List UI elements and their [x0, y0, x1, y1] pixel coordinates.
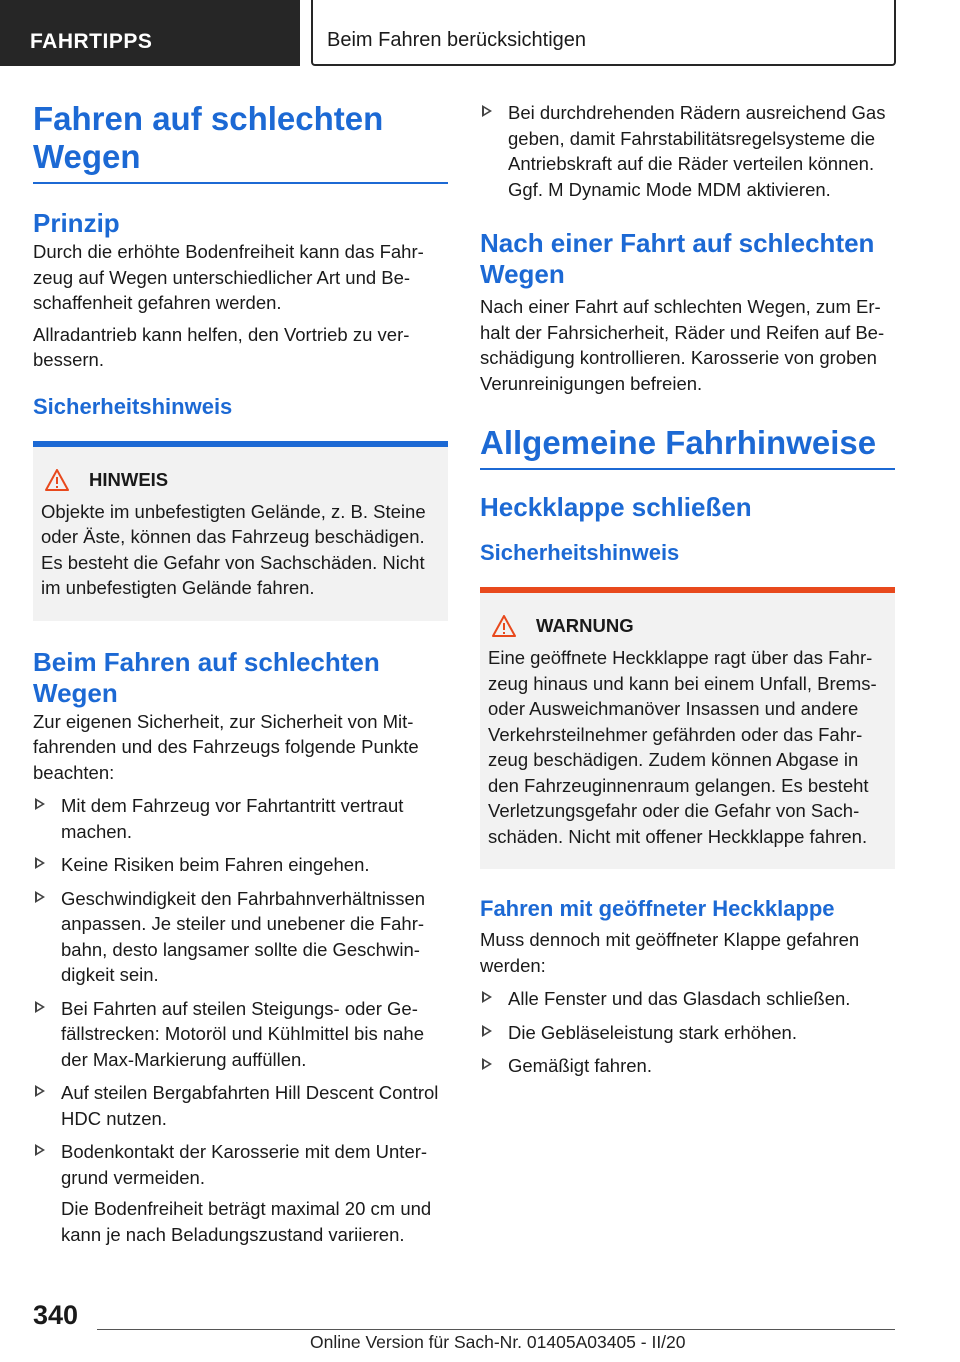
tailgate-heading: Heckklappe schließen: [480, 492, 752, 522]
warnung-notice: [480, 587, 895, 869]
bad-roads-list: [33, 793, 448, 1247]
page-number: 340: [33, 1300, 79, 1330]
footer-divider: [97, 1329, 895, 1330]
bullet-triangle-icon: [35, 857, 45, 869]
section-heading: Fahren auf schlechten Wegen: [33, 100, 448, 184]
hinweis-notice: [33, 441, 448, 621]
section-heading-2: Allgemeine Fahrhinweise: [480, 424, 895, 470]
warning-label: WARNUNG: [536, 615, 634, 636]
page-header: [0, 0, 960, 66]
bad-roads-heading: Beim Fahren auf schlechten Wegen: [33, 646, 380, 708]
list-item: Alle Fenster und das Glasdach schließen.: [480, 986, 895, 1012]
warning-text: Eine geöffnete Heckklappe ragt über das Fahrzeug hinaus und kann bei einem Unfall, Brems- oder Ausweichmanöver Insassen und andere Verkehrsteilnehmer gefährden oder das Fahrzeug beschädigen. Zudem können Abgase in den Fahrzeuginnenraum gelangen. Es besteht Verletzungsgefahr oder die Gefahr von Sachschäden. Nicht mit offener Heckklappe fahren.: [488, 647, 877, 847]
chapter-title: Beim Fahren berücksichtigen: [311, 0, 896, 66]
notice-text: Objekte im unbefestigten Gelände, z. B. Steine oder Äste, können das Fahrzeug beschädigen. Es besteht die Gefahr von Sachschäden. Nicht im unbefestigten Gelände fahren.: [41, 500, 426, 598]
notice-label: HINWEIS: [89, 468, 169, 490]
prinzip-paragraph-2: Allradantrieb kann helfen, den Vortrieb zu verbessern.: [33, 323, 410, 370]
list-item-extra: Die Bodenfreiheit beträgt maximal 20 cm und kann je nach Beladungszustand variieren.: [61, 1198, 432, 1245]
footer-text: Online Version für Sach-Nr. 01405A03405 - II/20: [310, 1332, 686, 1352]
safety-heading: Sicherheitshinweis: [33, 393, 233, 419]
warning-triangle-icon: [492, 615, 516, 637]
bullet-triangle-icon: [482, 991, 492, 1003]
open-tailgate-heading: Fahren mit geöffneter Heckklappe: [480, 896, 835, 921]
bullet-triangle-icon: [35, 1001, 45, 1013]
open-tailgate-list: [480, 986, 895, 1079]
list-item: Bei durchdrehenden Rädern ausreichend Gas geben, damit Fahrstabilitätsregelsysteme die Antriebskraft auf die Räder verteilen können. Ggf. M Dynamic Mode MDM aktivieren.: [480, 100, 895, 202]
section-tab: FAHRTIPPS: [0, 0, 300, 66]
list-item: Geschwindigkeit den Fahrbahnverhältnissen anpassen. Je steiler und unebener die Fahrbahn, desto langsamer sollte die Geschwindigkeit sein.: [33, 886, 448, 988]
open-tailgate-intro: Muss dennoch mit geöffneter Klappe gefahren werden:: [480, 929, 860, 976]
bad-roads-intro: Zur eigenen Sicherheit, zur Sicherheit von Mitfahrenden und des Fahrzeugs folgende Punkte beachten:: [33, 710, 419, 783]
bullet-triangle-icon: [35, 891, 45, 903]
right-column: [480, 100, 895, 1087]
bullet-triangle-icon: [35, 1144, 45, 1156]
list-item: Gemäßigt fahren.: [480, 1053, 895, 1079]
warning-triangle-icon: [45, 469, 69, 491]
continued-list: [480, 100, 895, 202]
bullet-triangle-icon: [35, 1085, 45, 1097]
list-item: Bei Fahrten auf steilen Steigungs- oder Gefällstrecken: Motoröl und Kühlmittel bis nahe der Max-Markierung auffüllen.: [33, 996, 448, 1073]
bullet-triangle-icon: [35, 798, 45, 810]
list-item: Bodenkontakt der Karosserie mit dem Untergrund vermeiden. Die Bodenfreiheit beträgt maximal 20 cm und kann je nach Beladungszustand variieren.: [33, 1139, 448, 1247]
list-item: Mit dem Fahrzeug vor Fahrtantritt vertraut machen.: [33, 793, 448, 844]
bullet-triangle-icon: [482, 1025, 492, 1037]
bullet-triangle-icon: [482, 105, 492, 117]
after-paragraph: Nach einer Fahrt auf schlechten Wegen, zum Erhalt der Fahrsicherheit, Räder und Reifen auf Beschädigung kontrollieren. Karosserie von groben Verunreinigungen befreien.: [480, 296, 885, 394]
safety-heading-2: Sicherheitshinweis: [480, 540, 680, 565]
after-heading: Nach einer Fahrt auf schlechten Wegen: [480, 228, 875, 289]
prinzip-heading: Prinzip: [33, 208, 120, 238]
left-column: [33, 100, 448, 1255]
list-item: Die Gebläseleistung stark erhöhen.: [480, 1020, 895, 1046]
list-item: Keine Risiken beim Fahren eingehen.: [33, 852, 448, 878]
list-item: Auf steilen Bergabfahrten Hill Descent Control HDC nutzen.: [33, 1080, 448, 1131]
prinzip-paragraph-1: Durch die erhöhte Bodenfreiheit kann das Fahrzeug auf Wegen unterschiedlicher Art und Beschaffenheit gefahren werden.: [33, 241, 424, 313]
bullet-triangle-icon: [482, 1058, 492, 1070]
